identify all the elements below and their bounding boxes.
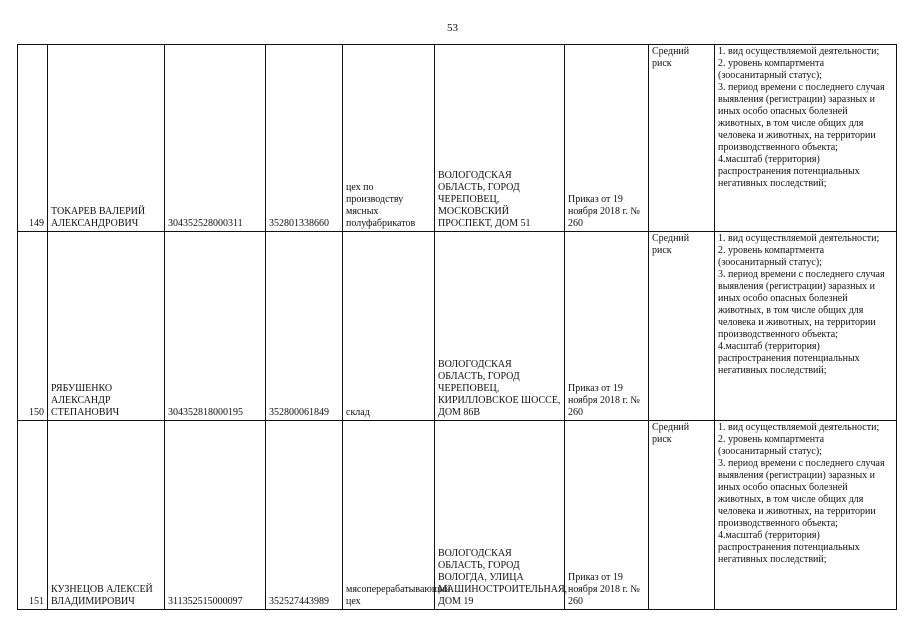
- risk-criteria: [715, 45, 897, 232]
- risk-criteria: [715, 421, 897, 610]
- table-row: [18, 232, 897, 421]
- risk-criteria: [715, 232, 897, 421]
- risk-category: Средний риск: [649, 232, 715, 421]
- row-number: 151: [18, 421, 48, 610]
- row-number: 150: [18, 232, 48, 421]
- order-cell: Приказ от 19 ноября 2018 г. № 260: [565, 421, 649, 610]
- entrepreneur-name: ТОКАРЕВ ВАЛЕРИЙ АЛЕКСАНДРОВИЧ: [48, 45, 165, 232]
- order-cell: Приказ от 19 ноября 2018 г. № 260: [565, 45, 649, 232]
- order-cell: Приказ от 19 ноября 2018 г. № 260: [565, 232, 649, 421]
- criterion-item: 2. уровень компартмента (зоосанитарный статус);: [718, 245, 825, 268]
- criterion-item: 3. период времени с последнего случая выявления (регистрации) заразных и иных особо опасных болезней животных, в том числе общих для человека и животных, на территории производственного объекта;: [718, 269, 885, 340]
- address-cell: ВОЛОГОДСКАЯ ОБЛАСТЬ, ГОРОД ЧЕРЕПОВЕЦ, МОСКОВСКИЙ ПРОСПЕКТ, ДОМ 51: [435, 45, 565, 232]
- criterion-item: 1. вид осуществляемой деятельности;: [718, 233, 880, 244]
- address-cell: ВОЛОГОДСКАЯ ОБЛАСТЬ, ГОРОД ЧЕРЕПОВЕЦ, КИРИЛЛОВСКОЕ ШОССЕ, ДОМ 86В: [435, 232, 565, 421]
- page-number: 53: [447, 22, 458, 34]
- criterion-item: 2. уровень компартмента (зоосанитарный статус);: [718, 434, 825, 457]
- object-type: мясоперерабатывающий цех: [343, 421, 435, 610]
- object-type: цех по производству мясных полуфабрикатов: [343, 45, 435, 232]
- criterion-item: 4.масштаб (территория) распространения потенциальных негативных последствий;: [718, 154, 860, 189]
- address-cell: ВОЛОГОДСКАЯ ОБЛАСТЬ, ГОРОД ВОЛОГДА, УЛИЦА МАШИНОСТРОИТЕЛЬНАЯ, ДОМ 19: [435, 421, 565, 610]
- criterion-item: 1. вид осуществляемой деятельности;: [718, 46, 880, 57]
- ogrnip-cell: 304352528000311: [165, 45, 266, 232]
- criterion-item: 3. период времени с последнего случая выявления (регистрации) заразных и иных особо опасных болезней животных, в том числе общих для человека и животных, на территории производственного объекта;: [718, 458, 885, 529]
- risk-category: Средний риск: [649, 45, 715, 232]
- criterion-item: 2. уровень компартмента (зоосанитарный статус);: [718, 58, 825, 81]
- row-number: 149: [18, 45, 48, 232]
- risk-category: Средний риск: [649, 421, 715, 610]
- register-table: [17, 44, 897, 610]
- ogrnip-cell: 304352818000195: [165, 232, 266, 421]
- entrepreneur-name: РЯБУШЕНКО АЛЕКСАНДР СТЕПАНОВИЧ: [48, 232, 165, 421]
- criterion-item: 4.масштаб (территория) распространения потенциальных негативных последствий;: [718, 341, 860, 376]
- criterion-item: 4.масштаб (территория) распространения потенциальных негативных последствий;: [718, 530, 860, 565]
- inn-cell: 352801338660: [266, 45, 343, 232]
- inn-cell: 352527443989: [266, 421, 343, 610]
- object-type: склад: [343, 232, 435, 421]
- ogrnip-cell: 311352515000097: [165, 421, 266, 610]
- criterion-item: 3. период времени с последнего случая выявления (регистрации) заразных и иных особо опасных болезней животных, в том числе общих для человека и животных, на территории производственного объекта;: [718, 82, 885, 153]
- entrepreneur-name: КУЗНЕЦОВ АЛЕКСЕЙ ВЛАДИМИРОВИЧ: [48, 421, 165, 610]
- table-row: [18, 45, 897, 232]
- inn-cell: 352800061849: [266, 232, 343, 421]
- table-row: [18, 421, 897, 610]
- criterion-item: 1. вид осуществляемой деятельности;: [718, 422, 880, 433]
